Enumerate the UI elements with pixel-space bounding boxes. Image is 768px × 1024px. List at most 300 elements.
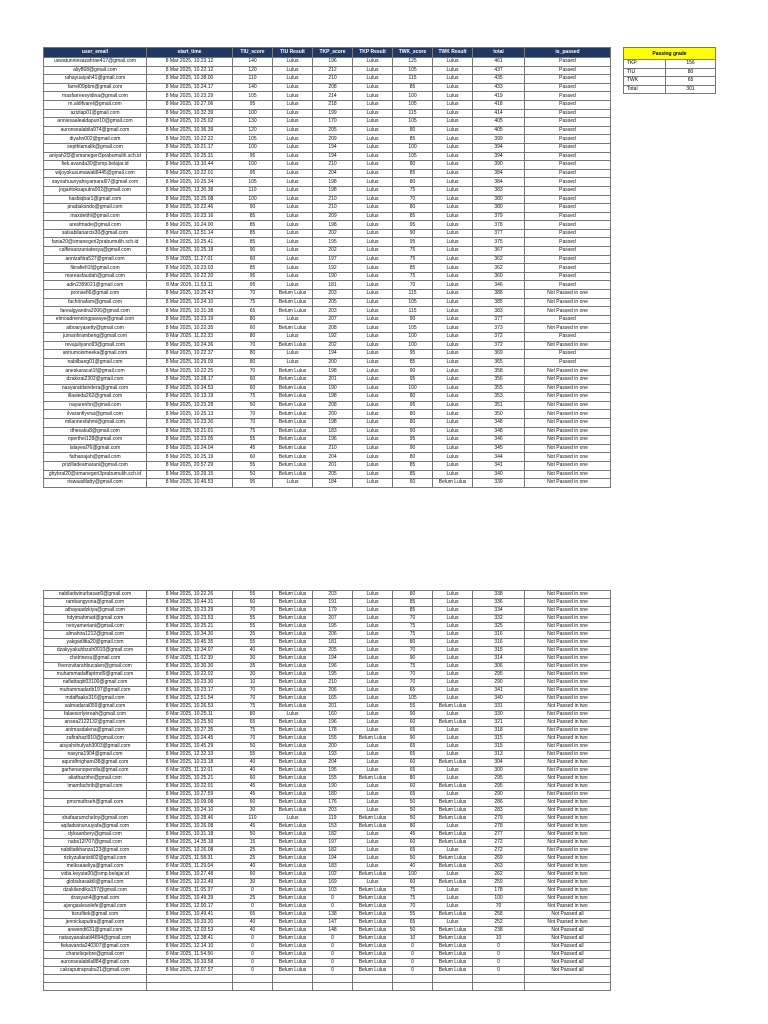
start-time-cell: 8 Mar 2025, 12.38.41 [147, 935, 233, 943]
table-row [44, 935, 611, 943]
twk-score-cell: 80 [393, 418, 433, 427]
twk-result-cell: Lulus [433, 410, 473, 419]
tkp-result-cell: Lulus [353, 863, 393, 871]
passing-grade-row [624, 85, 716, 94]
tiu-result-cell: Lulus [273, 247, 313, 256]
tiu-result-cell: Lulus [273, 100, 313, 109]
tiu-result-cell: Belum Lulus [273, 384, 313, 393]
passing-grade-label: Total [624, 85, 666, 94]
tkp-score-cell: 208 [313, 83, 353, 92]
total-cell: 353 [473, 393, 525, 402]
tiu-score-cell: 95 [233, 100, 273, 109]
total-cell: 315 [473, 743, 525, 751]
start-time-cell: 8 Mar 2025, 10.25.34 [147, 178, 233, 187]
tkp-result-cell: Lulus [353, 126, 393, 135]
start-time-cell: 8 Mar 2025, 10.27.48 [147, 871, 233, 879]
tiu-result-cell: Lulus [273, 58, 313, 67]
twk-score-cell: 105 [393, 324, 433, 333]
start-time-cell: 8 Mar 2025, 10.23.29 [147, 92, 233, 101]
tiu-score-cell: 55 [233, 639, 273, 647]
table-row [44, 679, 611, 687]
table-row [44, 169, 611, 178]
tiu-result-cell: Lulus [273, 350, 313, 359]
total-cell: 437 [473, 66, 525, 75]
is-passed-cell: Not Passed in one [525, 623, 611, 631]
twk-score-cell: 45 [393, 831, 433, 839]
is-passed-cell: Not Passed in two [525, 887, 611, 895]
tiu-score-cell: 55 [233, 615, 273, 623]
column-header-tiu-score: TIU_score [233, 48, 273, 58]
tiu-score-cell: 100 [233, 195, 273, 204]
tiu-result-cell: Lulus [273, 161, 313, 170]
tkp-score-cell: 102 [313, 871, 353, 879]
total-cell: 286 [473, 799, 525, 807]
total-cell: 252 [473, 919, 525, 927]
table-row [44, 959, 611, 967]
email-cell: nafiattaqiti03100@gmail.com [44, 679, 147, 687]
tkp-score-cell: 176 [313, 799, 353, 807]
tkp-result-cell: Lulus [353, 100, 393, 109]
total-cell: 350 [473, 410, 525, 419]
email-cell: pradiaksndo@gmail.com [44, 204, 147, 213]
twk-result-cell: Lulus [433, 647, 473, 655]
tiu-result-cell: Belum Lulus [273, 967, 313, 975]
tiu-result-cell: Belum Lulus [273, 735, 313, 743]
tkp-score-cell: 194 [313, 143, 353, 152]
table-row [44, 927, 611, 935]
email-cell: nabs12l707@gmail.com [44, 839, 147, 847]
passing-grade-table [623, 47, 716, 94]
tkp-result-cell: Lulus [353, 427, 393, 436]
tkp-result-cell: Lulus [353, 92, 393, 101]
tiu-result-cell: Lulus [273, 255, 313, 264]
email-cell: fania20@smanegeri2prabumulih.sch.id [44, 238, 147, 247]
tkp-result-cell: Belum Lulus [353, 895, 393, 903]
twk-result-cell: Lulus [433, 161, 473, 170]
table-row [44, 975, 611, 983]
email-cell: imamfachrib@gmail.com [44, 783, 147, 791]
email-cell: uswatunniesazahrae417@gmail.com [44, 58, 147, 67]
tiu-result-cell: Belum Lulus [273, 839, 313, 847]
is-passed-cell: Not Passed in one [525, 444, 611, 453]
tkp-result-cell: Lulus [353, 255, 393, 264]
start-time-cell: 8 Mar 2025, 10.21.01 [147, 427, 233, 436]
tkp-score-cell: 165 [313, 695, 353, 703]
twk-result-cell: Lulus [433, 135, 473, 144]
tiu-result-cell: Lulus [273, 358, 313, 367]
twk-score-cell: 50 [393, 799, 433, 807]
email-cell: jogaritoksaputra002@gmail.com [44, 186, 147, 195]
twk-score-cell: 85 [393, 169, 433, 178]
passing-grade-value: 80 [666, 68, 716, 77]
tkp-result-cell: Belum Lulus [353, 927, 393, 935]
table-row [44, 711, 611, 719]
total-cell: 340 [473, 470, 525, 479]
twk-score-cell: 65 [393, 751, 433, 759]
tiu-result-cell: Lulus [273, 711, 313, 719]
tiu-result-cell: Belum Lulus [273, 671, 313, 679]
email-cell: muhammadaffaptrnd9@gmail.com [44, 671, 147, 679]
column-header-twk-result: TWK Result [433, 48, 473, 58]
tkp-result-cell: Lulus [353, 671, 393, 679]
tkp-result-cell: Lulus [353, 855, 393, 863]
is-passed-cell: Not Passed in one [525, 767, 611, 775]
twk-score-cell: 105 [393, 66, 433, 75]
tiu-score-cell: 40 [233, 759, 273, 767]
twk-score-cell: 100 [393, 384, 433, 393]
tkp-score-cell: 194 [313, 350, 353, 359]
email-cell: aniyah2l3@smanegeri3prabumulih.sch.id [44, 152, 147, 161]
start-time-cell: 8 Mar 2025, 10.33.58 [147, 959, 233, 967]
table-row [44, 333, 611, 342]
start-time-cell: 8 Mar 2025, 10.22.26 [147, 591, 233, 599]
column-header-is-passed: is_passed [525, 48, 611, 58]
tiu-score-cell: 80 [233, 333, 273, 342]
twk-result-cell: Lulus [433, 75, 473, 84]
tiu-score-cell: 40 [233, 647, 273, 655]
tkp-result-cell: Lulus [353, 333, 393, 342]
tkp-score-cell: 195 [313, 671, 353, 679]
start-time-cell: 8 Mar 2025, 10.25.19 [147, 453, 233, 462]
start-time-cell: 8 Mar 2025, 10.34.53 [147, 384, 233, 393]
twk-score-cell: 65 [393, 791, 433, 799]
column-header-total: total [473, 48, 525, 58]
start-time-cell: 8 Mar 2025, 10.23.29 [147, 607, 233, 615]
tkp-score-cell: 196 [313, 58, 353, 67]
tkp-result-cell: Lulus [353, 204, 393, 213]
start-time-cell: 8 Mar 2025, 10.25.21 [147, 775, 233, 783]
twk-score-cell: 75 [393, 887, 433, 895]
tiu-score-cell: 80 [233, 711, 273, 719]
twk-result-cell: Lulus [433, 272, 473, 281]
tkp-result-cell: Lulus [353, 358, 393, 367]
start-time-cell: 8 Mar 2025, 10.22.12 [147, 66, 233, 75]
twk-result-cell: Lulus [433, 639, 473, 647]
is-passed-cell: Not Passed in one [525, 607, 611, 615]
tkp-result-cell: Lulus [353, 663, 393, 671]
email-cell: elmoadrienningpavaye@gmail.com [44, 315, 147, 324]
total-cell: 405 [473, 118, 525, 127]
tiu-score-cell: 70 [233, 290, 273, 299]
is-passed-cell [525, 975, 611, 983]
start-time-cell [147, 975, 233, 983]
email-cell: animasdalena@gmail.com [44, 727, 147, 735]
twk-result-cell: Lulus [433, 436, 473, 445]
twk-score-cell: 60 [393, 839, 433, 847]
is-passed-cell: Not Passed in one [525, 418, 611, 427]
twk-score-cell: 100 [393, 341, 433, 350]
table-row [44, 967, 611, 975]
is-passed-cell: Not Passed in two [525, 815, 611, 823]
email-cell: fathanajah@gmail.com [44, 453, 147, 462]
twk-result-cell: Lulus [433, 298, 473, 307]
twk-score-cell: 50 [393, 807, 433, 815]
table-row [44, 791, 611, 799]
twk-result-cell: Lulus [433, 470, 473, 479]
tiu-score-cell: 0 [233, 935, 273, 943]
twk-result-cell: Lulus [433, 711, 473, 719]
twk-score-cell: 90 [393, 444, 433, 453]
is-passed-cell: Passed [525, 333, 611, 342]
start-time-cell: 8 Mar 2025, 10.22.01 [147, 783, 233, 791]
is-passed-cell: Not Passed in two [525, 807, 611, 815]
tkp-result-cell: Lulus [353, 470, 393, 479]
tiu-result-cell: Belum Lulus [273, 807, 313, 815]
tkp-result-cell: Belum Lulus [353, 967, 393, 975]
start-time-cell: 8 Mar 2025, 10.22.22 [147, 135, 233, 144]
is-passed-cell: Not Passed in one [525, 324, 611, 333]
tkp-score-cell: 181 [313, 281, 353, 290]
tkp-score-cell: 147 [313, 919, 353, 927]
tkp-result-cell: Lulus [353, 410, 393, 419]
is-passed-cell: Not Passed in one [525, 427, 611, 436]
table-row [44, 807, 611, 815]
table-row [44, 393, 611, 402]
email-cell: falaesorlyereah@gmail.com [44, 711, 147, 719]
is-passed-cell: Passed [525, 100, 611, 109]
tkp-result-cell: Lulus [353, 75, 393, 84]
tiu-score-cell: 140 [233, 58, 273, 67]
start-time-cell: 8 Mar 2025, 10.22.37 [147, 350, 233, 359]
total-cell: 372 [473, 341, 525, 350]
total-cell: 384 [473, 178, 525, 187]
tkp-score-cell: 202 [313, 247, 353, 256]
tkp-score-cell: 209 [313, 135, 353, 144]
total-cell: 295 [473, 783, 525, 791]
twk-score-cell: 95 [393, 436, 433, 445]
tkp-score-cell: 204 [313, 759, 353, 767]
email-cell: nperthei128@gmail.com [44, 436, 147, 445]
twk-result-cell: Lulus [433, 264, 473, 273]
passing-grade-row [624, 60, 716, 69]
start-time-cell: 8 Mar 2025, 10.36.39 [147, 126, 233, 135]
twk-score-cell: 70 [393, 615, 433, 623]
twk-result-cell: Lulus [433, 679, 473, 687]
tiu-score-cell: 0 [233, 967, 273, 975]
tkp-score-cell: 0 [313, 935, 353, 943]
email-cell: aqundhrighami38@gmail.com [44, 759, 147, 767]
total-cell: 380 [473, 204, 525, 213]
twk-score-cell: 85 [393, 83, 433, 92]
tiu-result-cell: Belum Lulus [273, 647, 313, 655]
table-row [44, 727, 611, 735]
tkp-result-cell [353, 975, 393, 983]
tkp-score-cell: 183 [313, 427, 353, 436]
tkp-score-cell [313, 975, 353, 983]
start-time-cell: 8 Mar 2025, 10.25.13 [147, 410, 233, 419]
email-cell: prizilladeamarani@gmail.com [44, 461, 147, 470]
total-cell: 272 [473, 839, 525, 847]
tkp-result-cell: Lulus [353, 315, 393, 324]
table-row [44, 143, 611, 152]
column-header-twk-score: TWK_score [393, 48, 433, 58]
tkp-score-cell: 0 [313, 951, 353, 959]
tiu-score-cell: 70 [233, 418, 273, 427]
tiu-score-cell: 110 [233, 186, 273, 195]
twk-score-cell: 80 [393, 591, 433, 599]
tkp-result-cell: Lulus [353, 743, 393, 751]
tkp-result-cell: Lulus [353, 298, 393, 307]
table-row [44, 735, 611, 743]
email-cell: yakgadiltia20@gmail.com [44, 639, 147, 647]
is-passed-cell: Not Passed in one [525, 647, 611, 655]
tiu-result-cell: Belum Lulus [273, 863, 313, 871]
email-cell: jumanhrambeng@gmail.com [44, 333, 147, 342]
table-row [44, 783, 611, 791]
start-time-cell: 8 Mar 2025, 10.21.17 [147, 143, 233, 152]
is-passed-cell: Passed [525, 229, 611, 238]
total-cell: 332 [473, 615, 525, 623]
twk-score-cell: 75 [393, 186, 433, 195]
twk-score-cell: 0 [393, 951, 433, 959]
total-cell: 340 [473, 695, 525, 703]
tiu-result-cell: Belum Lulus [273, 695, 313, 703]
email-cell: chanelsqebre@gmail.com [44, 951, 147, 959]
tiu-result-cell: Belum Lulus [273, 290, 313, 299]
tiu-score-cell: 55 [233, 436, 273, 445]
tiu-score-cell: 80 [233, 315, 273, 324]
twk-score-cell: 85 [393, 358, 433, 367]
tkp-result-cell [353, 983, 393, 991]
tkp-result-cell: Belum Lulus [353, 919, 393, 927]
table-row [44, 358, 611, 367]
tkp-result-cell: Lulus [353, 679, 393, 687]
tkp-score-cell: 198 [313, 418, 353, 427]
tkp-score-cell: 0 [313, 959, 353, 967]
twk-score-cell: 50 [393, 815, 433, 823]
table-row [44, 427, 611, 436]
tkp-score-cell: 196 [313, 436, 353, 445]
email-cell: fivenovitarahbucalen@gmail.com [44, 663, 147, 671]
tiu-result-cell: Belum Lulus [273, 341, 313, 350]
email-cell: almahira1212@gmail.com [44, 631, 147, 639]
total-cell: 331 [473, 703, 525, 711]
twk-result-cell: Lulus [433, 847, 473, 855]
is-passed-cell: Not Passed in one [525, 727, 611, 735]
table-row [44, 75, 611, 84]
twk-result-cell: Lulus [433, 195, 473, 204]
total-cell: 321 [473, 719, 525, 727]
start-time-cell: 8 Mar 2025, 10.33.20 [147, 919, 233, 927]
table-row [44, 919, 611, 927]
twk-score-cell: 60 [393, 719, 433, 727]
tiu-score-cell: 30 [233, 807, 273, 815]
is-passed-cell: Passed [525, 358, 611, 367]
tkp-result-cell: Lulus [353, 847, 393, 855]
tiu-result-cell: Belum Lulus [273, 887, 313, 895]
tiu-score-cell: 45 [233, 791, 273, 799]
tiu-result-cell: Lulus [273, 333, 313, 342]
tkp-result-cell: Belum Lulus [353, 735, 393, 743]
twk-score-cell: 85 [393, 470, 433, 479]
twk-score-cell: 90 [393, 735, 433, 743]
tiu-result-cell: Belum Lulus [273, 703, 313, 711]
table-row [44, 591, 611, 599]
table-row [44, 879, 611, 887]
twk-result-cell: Lulus [433, 687, 473, 695]
email-cell: annizafiira527@gmail.com [44, 255, 147, 264]
tkp-score-cell: 206 [313, 631, 353, 639]
is-passed-cell: Not Passed all [525, 967, 611, 975]
twk-result-cell: Lulus [433, 375, 473, 384]
total-cell: 373 [473, 324, 525, 333]
tiu-score-cell: 35 [233, 663, 273, 671]
table-row [44, 631, 611, 639]
start-time-cell: 8 Mar 2025, 10.24.10 [147, 298, 233, 307]
start-time-cell: 8 Mar 2025, 10.25.08 [147, 195, 233, 204]
tkp-score-cell: 203 [313, 591, 353, 599]
twk-score-cell: 80 [393, 393, 433, 402]
tiu-result-cell: Belum Lulus [273, 751, 313, 759]
total-cell: 405 [473, 126, 525, 135]
total-cell: 351 [473, 401, 525, 410]
tiu-result-cell: Lulus [273, 152, 313, 161]
is-passed-cell: Not Passed in one [525, 695, 611, 703]
tkp-score-cell: 203 [313, 290, 353, 299]
twk-score-cell: 105 [393, 152, 433, 161]
email-cell [44, 975, 147, 983]
start-time-cell: 8 Mar 2025, 10.23.19 [147, 315, 233, 324]
start-time-cell: 8 Mar 2025, 11.29.04 [147, 863, 233, 871]
tiu-result-cell: Lulus [273, 272, 313, 281]
twk-result-cell: Lulus [433, 591, 473, 599]
is-passed-cell: Not Passed in one [525, 461, 611, 470]
is-passed-cell: Not Passed in one [525, 298, 611, 307]
start-time-cell: 8 Mar 2025, 10.25.11 [147, 711, 233, 719]
table-row [44, 367, 611, 376]
twk-result-cell: Belum Lulus [433, 479, 473, 488]
passing-grade-row [624, 77, 716, 86]
is-passed-cell: Not Passed in one [525, 384, 611, 393]
twk-result-cell: Lulus [433, 83, 473, 92]
twk-result-cell: Lulus [433, 895, 473, 903]
table-row [44, 453, 611, 462]
email-cell: milannesfahmi@gmail.com [44, 418, 147, 427]
table-row [44, 799, 611, 807]
tiu-result-cell: Belum Lulus [273, 959, 313, 967]
table-row [44, 983, 611, 991]
twk-result-cell: Lulus [433, 186, 473, 195]
twk-result-cell: Lulus [433, 350, 473, 359]
tkp-result-cell: Lulus [353, 711, 393, 719]
total-cell: 315 [473, 735, 525, 743]
start-time-cell: 8 Mar 2025, 11.32.01 [147, 767, 233, 775]
is-passed-cell: Not Passed in one [525, 591, 611, 599]
start-time-cell: 8 Mar 2025, 10.22.01 [147, 169, 233, 178]
email-cell: anwendi631@gmail.com [44, 927, 147, 935]
tkp-result-cell: Lulus [353, 221, 393, 230]
start-time-cell: 8 Mar 2025, 10.22.46 [147, 204, 233, 213]
tkp-score-cell: 190 [313, 783, 353, 791]
email-cell: dzakizai2302@gmail.com [44, 375, 147, 384]
start-time-cell: 8 Mar 2025, 10.23.30 [147, 679, 233, 687]
start-time-cell: 8 Mar 2025, 10.23.18 [147, 759, 233, 767]
tiu-result-cell: Belum Lulus [273, 655, 313, 663]
start-time-cell: 8 Mar 2025, 10.26.08 [147, 823, 233, 831]
passing-grade-title: Passing grade [624, 48, 716, 60]
twk-result-cell: Belum Lulus [433, 879, 473, 887]
tiu-score-cell: 70 [233, 367, 273, 376]
tkp-score-cell: 198 [313, 393, 353, 402]
tiu-score-cell: 95 [233, 272, 273, 281]
tiu-score-cell: 60 [233, 255, 273, 264]
tiu-score-cell: 25 [233, 895, 273, 903]
tiu-score-cell: 60 [233, 599, 273, 607]
start-time-cell: 8 Mar 2025, 12.32.33 [147, 751, 233, 759]
tkp-score-cell: 183 [313, 863, 353, 871]
is-passed-cell: Not Passed all [525, 927, 611, 935]
start-time-cell: 8 Mar 2025, 12.00.17 [147, 903, 233, 911]
